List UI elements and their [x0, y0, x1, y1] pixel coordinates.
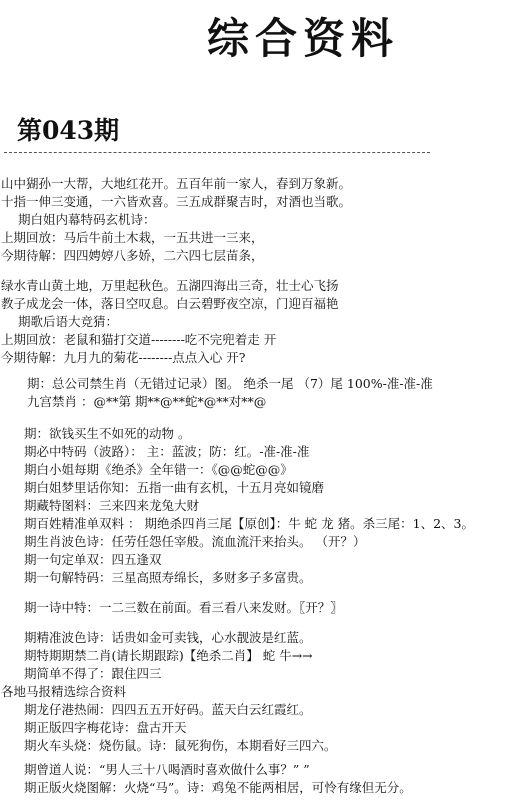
text-line: 期：总公司禁生肖（无错过记录）图。 绝杀一尾 （7）尾 100%-准-准-准 [27, 376, 433, 391]
text-line: 今期待解：四四娉婷八多娇，二六四七层苗条， [1, 248, 264, 263]
text-line: 期白小姐每期《绝杀》全年错一：《@@蛇@@》 [24, 462, 293, 477]
text-line: 十指一伸三变通，一六皆欢喜。三五成群聚吉时，对酒也当歌。 [1, 194, 352, 209]
text-line: 教子成龙会一体，落日空叹息。白云碧野夜空凉，门迎百福艳 [1, 296, 339, 311]
text-line: 期生肖波色诗：任劳任怨任宰般。流血流汗来抬头。 （开？） [24, 534, 366, 549]
text-line: 期藏特图料：三来四来龙兔大财 [24, 498, 200, 513]
page-title: 综合资料 [207, 14, 400, 63]
text-line: 期必中特码（波路）： 主：蓝波；防：红。-准-准-准 [24, 444, 310, 459]
text-line: 期特期期禁二肖(请长期跟踪)【绝杀二肖】 蛇 牛→→ [24, 648, 313, 663]
text-line: 期简单不得了：跟住四三 [24, 666, 162, 681]
text-line: 九宫禁肖 ：@**第 期**@**蛇*@**对**@ [27, 394, 267, 409]
text-line: 期正版火烧图解：火烧“马”。诗：鸡兔不能两相居，可怜有缘但无分。 [24, 780, 412, 795]
text-line: 期歌后语大竞猜： [18, 314, 119, 329]
section-heading: 各地马报精选综合资料 [1, 684, 127, 699]
text-line: 期曾道人说：“男人三十八喝酒时喜欢做什么事？” ” [24, 762, 310, 777]
text-line: 期一句解特码：三星高照寿绵长，多财多子多富贵。 [24, 570, 312, 585]
text-line: 上期回放：马后牛前土木栽，一五共进一三来， [1, 230, 264, 245]
text-line: 山中猢孙一大帮，大地红花开。五百年前一家人，春到万象新。 [1, 176, 352, 191]
issue-number: 第043期 [17, 116, 120, 145]
text-line: 期百姓精准单双料 ： 期绝杀四肖三尾【原创】：牛 蛇 龙 猪。杀三尾：1、2、3。 [24, 516, 474, 531]
text-line: 期：欲钱买生不如死的动物 。 [24, 426, 191, 441]
text-line: 上期回放：老鼠和猫打交道--------吃不完兜着走 开 [1, 332, 277, 347]
text-line: 期一诗中特：一二三数在前面。看三看八来发财。〖开？〗 [24, 600, 343, 615]
text-line: 绿水青山黄土地，万里起秋色。五湖四海出三奇，壮士心飞扬 [1, 278, 339, 293]
text-line: 期白姐内幕特码玄机诗： [18, 212, 156, 227]
text-line: 期火车头烧：烧伤鼠。诗：鼠死狗伤，本期看好三四六。 [24, 738, 337, 753]
text-line: 期龙仔港热闹：四四五五开好码。蓝天白云红霞红。 [24, 702, 312, 717]
text-line: 期一句定单双：四五逢双 [24, 552, 162, 567]
text-line: 期白姐梦里话你知：五指一曲有玄机，十五月亮如镜磨 [24, 480, 325, 495]
text-line: 期精准波色诗：话贵如金可卖钱，心水靓波是红蓝。 [24, 630, 312, 645]
text-line: 期正版四字梅花诗：盘古开天 [24, 720, 187, 735]
text-line: 今期待解：九月九的菊花--------点点入心 开? [1, 350, 246, 365]
